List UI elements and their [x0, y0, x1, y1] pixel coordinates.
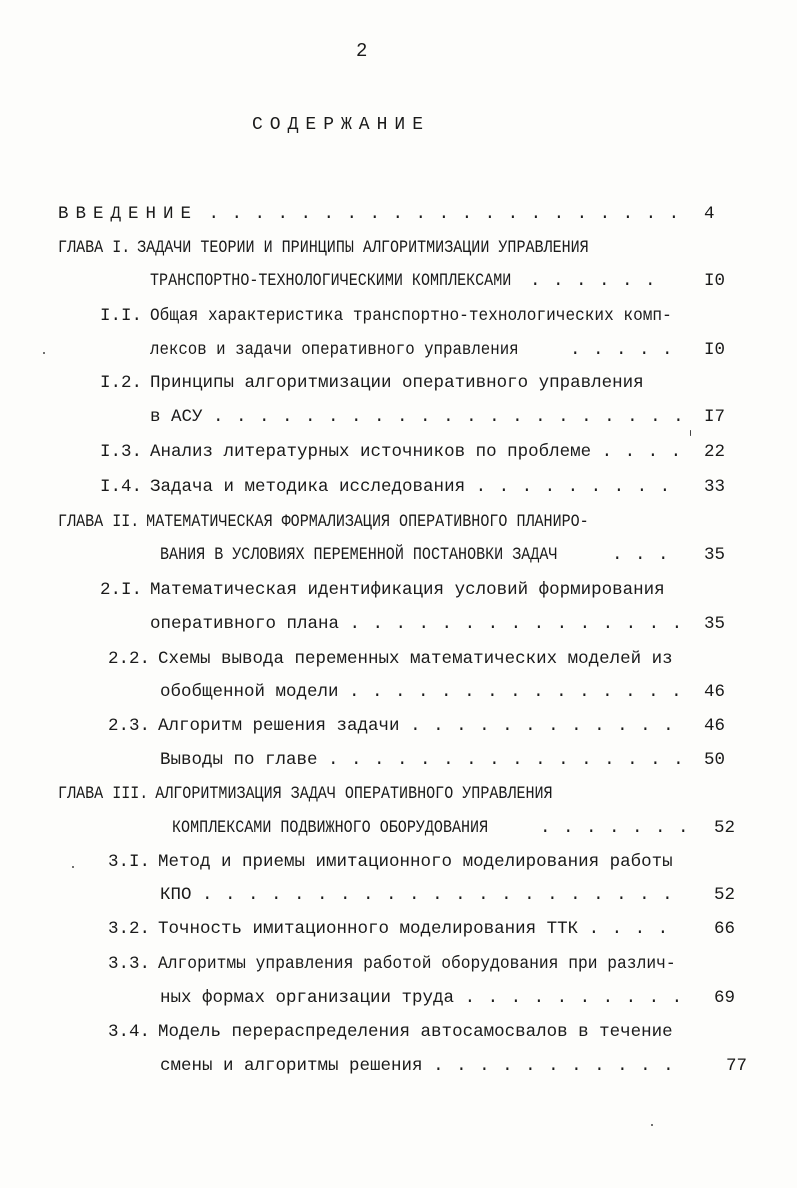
toc-section-2-2: [108, 648, 673, 670]
toc-page-number: 35: [704, 545, 726, 565]
toc-chapter-1: [58, 237, 589, 259]
toc-section-3-3-cont: [160, 987, 683, 1009]
toc-leader-dots: . . . . . . . . . . . . . . . .: [328, 750, 685, 770]
toc-section-2-1: [100, 579, 665, 601]
toc-section-1-3: [100, 441, 682, 463]
toc-section-3-4: [108, 1021, 673, 1043]
toc-section-1-1: [100, 305, 717, 327]
toc-entry-text: МАТЕМАТИЧЕСКАЯ ФОРМАЛИЗАЦИЯ ОПЕРАТИВНОГО ПЛАНИРО-: [146, 512, 589, 532]
toc-leader-dots: . . . . . . . . . . . . . . . . . . . . .: [202, 885, 674, 905]
toc-page-number: 66: [714, 919, 736, 939]
toc-entry-text: ЗАДАЧИ ТЕОРИИ И ПРИНЦИПЫ АЛГОРИТМИЗАЦИИ УПРАВЛЕНИЯ: [137, 238, 589, 258]
toc-entry-text: Задача и методика исследования: [150, 477, 466, 497]
toc-leader-dots: . . . . . . . . . . . . . . . . . . . . .: [213, 407, 685, 427]
toc-entry-intro: [58, 203, 680, 225]
toc-entry-text: Схемы вывода переменных математических моделей из: [158, 649, 673, 669]
toc-leader-dots: . . .: [612, 545, 670, 565]
toc-page-number: I0: [704, 340, 726, 360]
scan-speck: [651, 1124, 653, 1126]
toc-entry-number: 3.3.: [108, 954, 151, 974]
toc-leader-dots: . . . . . . .: [540, 818, 690, 838]
toc-section-3-2: [108, 918, 669, 940]
toc-entry-text: КПО: [160, 885, 192, 905]
toc-leader-dots: . . . . . . . . . .: [464, 988, 684, 1008]
toc-entry-text: обобщенной модели: [160, 682, 339, 702]
toc-entry-number: 2.I.: [100, 580, 143, 600]
toc-leader-dots: . . . .: [601, 442, 683, 462]
toc-chapter-1-cont: [150, 270, 657, 292]
toc-page-number: 4: [704, 204, 715, 224]
toc-page-number: 50: [704, 750, 726, 770]
toc-section-3-1: [108, 851, 673, 873]
toc-entry-number: 3.I.: [108, 852, 151, 872]
scan-speck: [690, 430, 691, 436]
toc-leader-dots: . . . . . . . . . . .: [433, 1056, 675, 1076]
toc-page-number: 69: [714, 988, 736, 1008]
toc-entry-text: Анализ литературных источников по проблеме: [150, 442, 592, 462]
toc-entry-text: АЛГОРИТМИЗАЦИЯ ЗАДАЧ ОПЕРАТИВНОГО УПРАВЛЕНИЯ: [155, 784, 553, 804]
toc-section-3-1-cont: [160, 884, 674, 906]
toc-entry-text: Метод и приемы имитационного моделирования работы: [158, 852, 673, 872]
toc-entry-text: Математическая идентификация условий формирования: [150, 580, 665, 600]
toc-section-2-2-cont: [160, 681, 683, 703]
toc-section-2-1-cont: [150, 613, 683, 635]
toc-page-number: 52: [714, 818, 736, 838]
toc-entry-number: ГЛАВА III.: [58, 784, 149, 804]
toc-entry-text: Алгоритм решения задачи: [158, 716, 400, 736]
toc-leader-dots: . . . . . . . . . . . . . . . . . . . . .: [208, 204, 681, 224]
toc-entry-number: 3.2.: [108, 919, 151, 939]
toc-section-1-1-cont: [150, 339, 674, 361]
toc-entry-number: 3.4.: [108, 1022, 151, 1042]
toc-leader-dots: . . . . . . . . . . . . . . .: [349, 682, 683, 702]
toc-entry-number: ГЛАВА II.: [58, 512, 140, 532]
toc-leader-dots: . . . . . .: [530, 271, 657, 291]
toc-page-number: I7: [704, 407, 726, 427]
toc-chapter-2: [58, 511, 589, 533]
toc-entry-text: лексов и задачи оперативного управления: [150, 340, 519, 360]
toc-page-number: I0: [704, 271, 726, 291]
toc-page-number: 46: [704, 716, 726, 736]
toc-entry-text: Модель перераспределения автосамосвалов в течение: [158, 1022, 673, 1042]
toc-section-1-4: [100, 476, 671, 498]
toc-leader-dots: . . . . . . . . . . . . . . .: [349, 614, 684, 634]
toc-page-number: 33: [704, 477, 726, 497]
toc-section-1-2: [100, 372, 644, 394]
toc-entry-number: I.3.: [100, 442, 143, 462]
toc-section-1-2-cont: [150, 406, 685, 428]
toc-entry-text: ВАНИЯ В УСЛОВИЯХ ПЕРЕМЕННОЙ ПОСТАНОВКИ ЗАДАЧ: [160, 545, 558, 565]
toc-page-number: 77: [726, 1056, 748, 1076]
toc-page-number: 52: [714, 885, 736, 905]
toc-entry-text: ТРАНСПОРТНО-ТЕХНОЛОГИЧЕСКИМИ КОМПЛЕКСАМИ: [150, 271, 512, 291]
scan-speck: [72, 866, 74, 868]
toc-entry-text: Точность имитационного моделирования ТТК: [158, 919, 579, 939]
toc-page-number: 46: [704, 682, 726, 702]
toc-entry-text: в АСУ: [150, 407, 203, 427]
toc-entry-text: Общая характеристика транспортно-технологических комп-: [150, 306, 672, 326]
toc-leader-dots: . . . . . . . . . . . .: [410, 716, 675, 736]
toc-entry-number: 2.3.: [108, 716, 151, 736]
toc-leader-dots: . . . . .: [570, 340, 674, 360]
toc-entry-number: I.2.: [100, 373, 143, 393]
toc-entry-number: I.4.: [100, 477, 143, 497]
toc-chapter-3-cont: [172, 817, 690, 839]
toc-leader-dots: . . . .: [588, 919, 670, 939]
toc-entry-text: Принципы алгоритмизации оперативного управления: [150, 373, 644, 393]
toc-entry-text: оперативного плана: [150, 614, 340, 634]
toc-section-3-3: [108, 953, 715, 975]
toc-entry-text: Алгоритмы управления работой оборудования при различ-: [158, 954, 676, 974]
toc-chapter-3: [58, 783, 553, 805]
toc-entry-text: смены и алгоритмы решения: [160, 1056, 423, 1076]
toc-chapter-2-conclusions: [160, 749, 685, 771]
toc-page-number: 22: [704, 442, 726, 462]
contents-title: СОДЕРЖАНИЕ: [252, 115, 431, 135]
toc-entry-text: ных формах организации труда: [160, 988, 455, 1008]
toc-section-3-4-cont: [160, 1055, 675, 1077]
toc-entry-number: I.I.: [100, 306, 143, 326]
toc-entry-text: ВВЕДЕНИЕ: [58, 204, 199, 224]
toc-section-2-3: [108, 715, 675, 737]
toc-chapter-2-cont: [160, 544, 670, 566]
toc-leader-dots: . . . . . . . . .: [475, 477, 672, 497]
scan-speck: [43, 352, 45, 354]
page-number: 2: [356, 40, 368, 62]
toc-entry-number: 2.2.: [108, 649, 151, 669]
toc-page-number: 35: [704, 614, 726, 634]
toc-entry-number: ГЛАВА I.: [58, 238, 131, 258]
toc-entry-text: Выводы по главе: [160, 750, 318, 770]
toc-entry-text: КОМПЛЕКСАМИ ПОДВИЖНОГО ОБОРУДОВАНИЯ: [172, 818, 489, 838]
